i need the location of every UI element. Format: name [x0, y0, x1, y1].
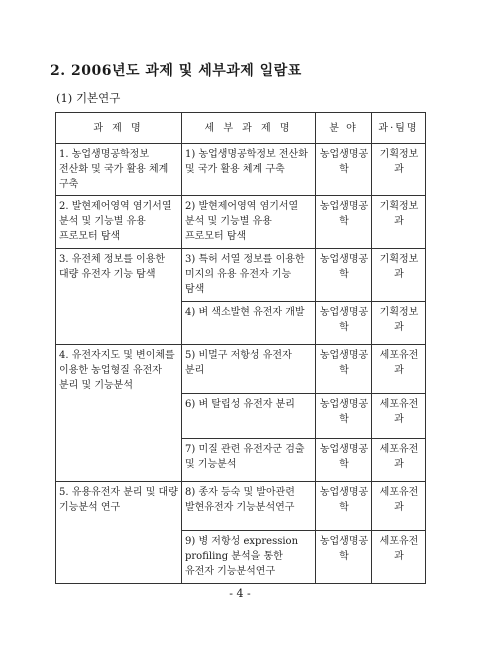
page-number: - 4 -	[229, 587, 251, 600]
project-table	[55, 112, 426, 584]
subtask-team: 세포유전과	[372, 531, 426, 584]
subtask-name: 5) 비멀구 저항성 유전자 분리	[182, 345, 316, 394]
subtask-field: 농업생명공학	[316, 531, 372, 584]
header-field: 분 야	[316, 113, 372, 144]
subtask-name: 7) 미질 관련 유전자군 검출 및 기능분석	[182, 439, 316, 482]
header-team: 과·팀명	[372, 113, 426, 144]
subtask-name: 6) 벼 탈립성 유전자 분리	[182, 394, 316, 439]
project-name: 5. 유용유전자 분리 및 대량 기능분석 연구	[56, 482, 182, 584]
subtask-field: 농업생명공학	[316, 482, 372, 531]
section-heading: 2. 2006년도 과제 및 세부과제 일람표	[50, 63, 302, 79]
project-name: 1. 농업생명공학정보 전산화 및 국가 활용 체계 구축	[56, 144, 182, 196]
subtask-team: 기획정보과	[372, 302, 426, 345]
table-row	[56, 482, 426, 531]
table-row	[56, 249, 426, 302]
table-row	[56, 144, 426, 196]
subtask-field: 농업생명공학	[316, 394, 372, 439]
subtask-team: 세포유전과	[372, 482, 426, 531]
project-name: 3. 유전체 정보를 이용한 대량 유전자 기능 탐색	[56, 249, 182, 345]
table-header-row	[56, 113, 426, 144]
subtask-field: 농업생명공학	[316, 302, 372, 345]
subtask-team: 세포유전과	[372, 394, 426, 439]
subtask-field: 농업생명공학	[316, 196, 372, 249]
subtask-field: 농업생명공학	[316, 345, 372, 394]
header-project-name: 과 제 명	[56, 113, 182, 144]
subtask-name: 9) 병 저항성 expression profiling 분석을 통한 유전자 기능분석연구	[182, 531, 316, 584]
subtask-field: 농업생명공학	[316, 144, 372, 196]
subtask-field: 농업생명공학	[316, 249, 372, 302]
project-name: 4. 유전자지도 및 변이체를 이용한 농업형질 유전자 분리 및 기능분석	[56, 345, 182, 482]
header-subtask-name: 세 부 과 제 명	[182, 113, 316, 144]
subtask-name: 2) 발현제어영역 염기서열 분석 및 기능별 유용 프로모터 탐색	[182, 196, 316, 249]
subtask-team: 기획정보과	[372, 144, 426, 196]
subsection-heading: (1) 기본연구	[56, 91, 121, 105]
table-row	[56, 345, 426, 394]
subtask-name: 8) 종자 등숙 및 발아관련 발현유전자 기능분석연구	[182, 482, 316, 531]
subtask-name: 3) 특허 서열 정보를 이용한 미지의 유용 유전자 기능 탐색	[182, 249, 316, 302]
subtask-team: 세포유전과	[372, 345, 426, 394]
project-name: 2. 발현제어영역 염기서열 분석 및 기능별 유용 프로모터 탐색	[56, 196, 182, 249]
subtask-name: 1) 농업생명공학정보 전산화 및 국가 활용 체계 구축	[182, 144, 316, 196]
subtask-team: 기획정보과	[372, 249, 426, 302]
subtask-team: 기획정보과	[372, 196, 426, 249]
subtask-name: 4) 벼 색소발현 유전자 개발	[182, 302, 316, 345]
subtask-team: 세포유전과	[372, 439, 426, 482]
table-row	[56, 196, 426, 249]
subtask-field: 농업생명공학	[316, 439, 372, 482]
